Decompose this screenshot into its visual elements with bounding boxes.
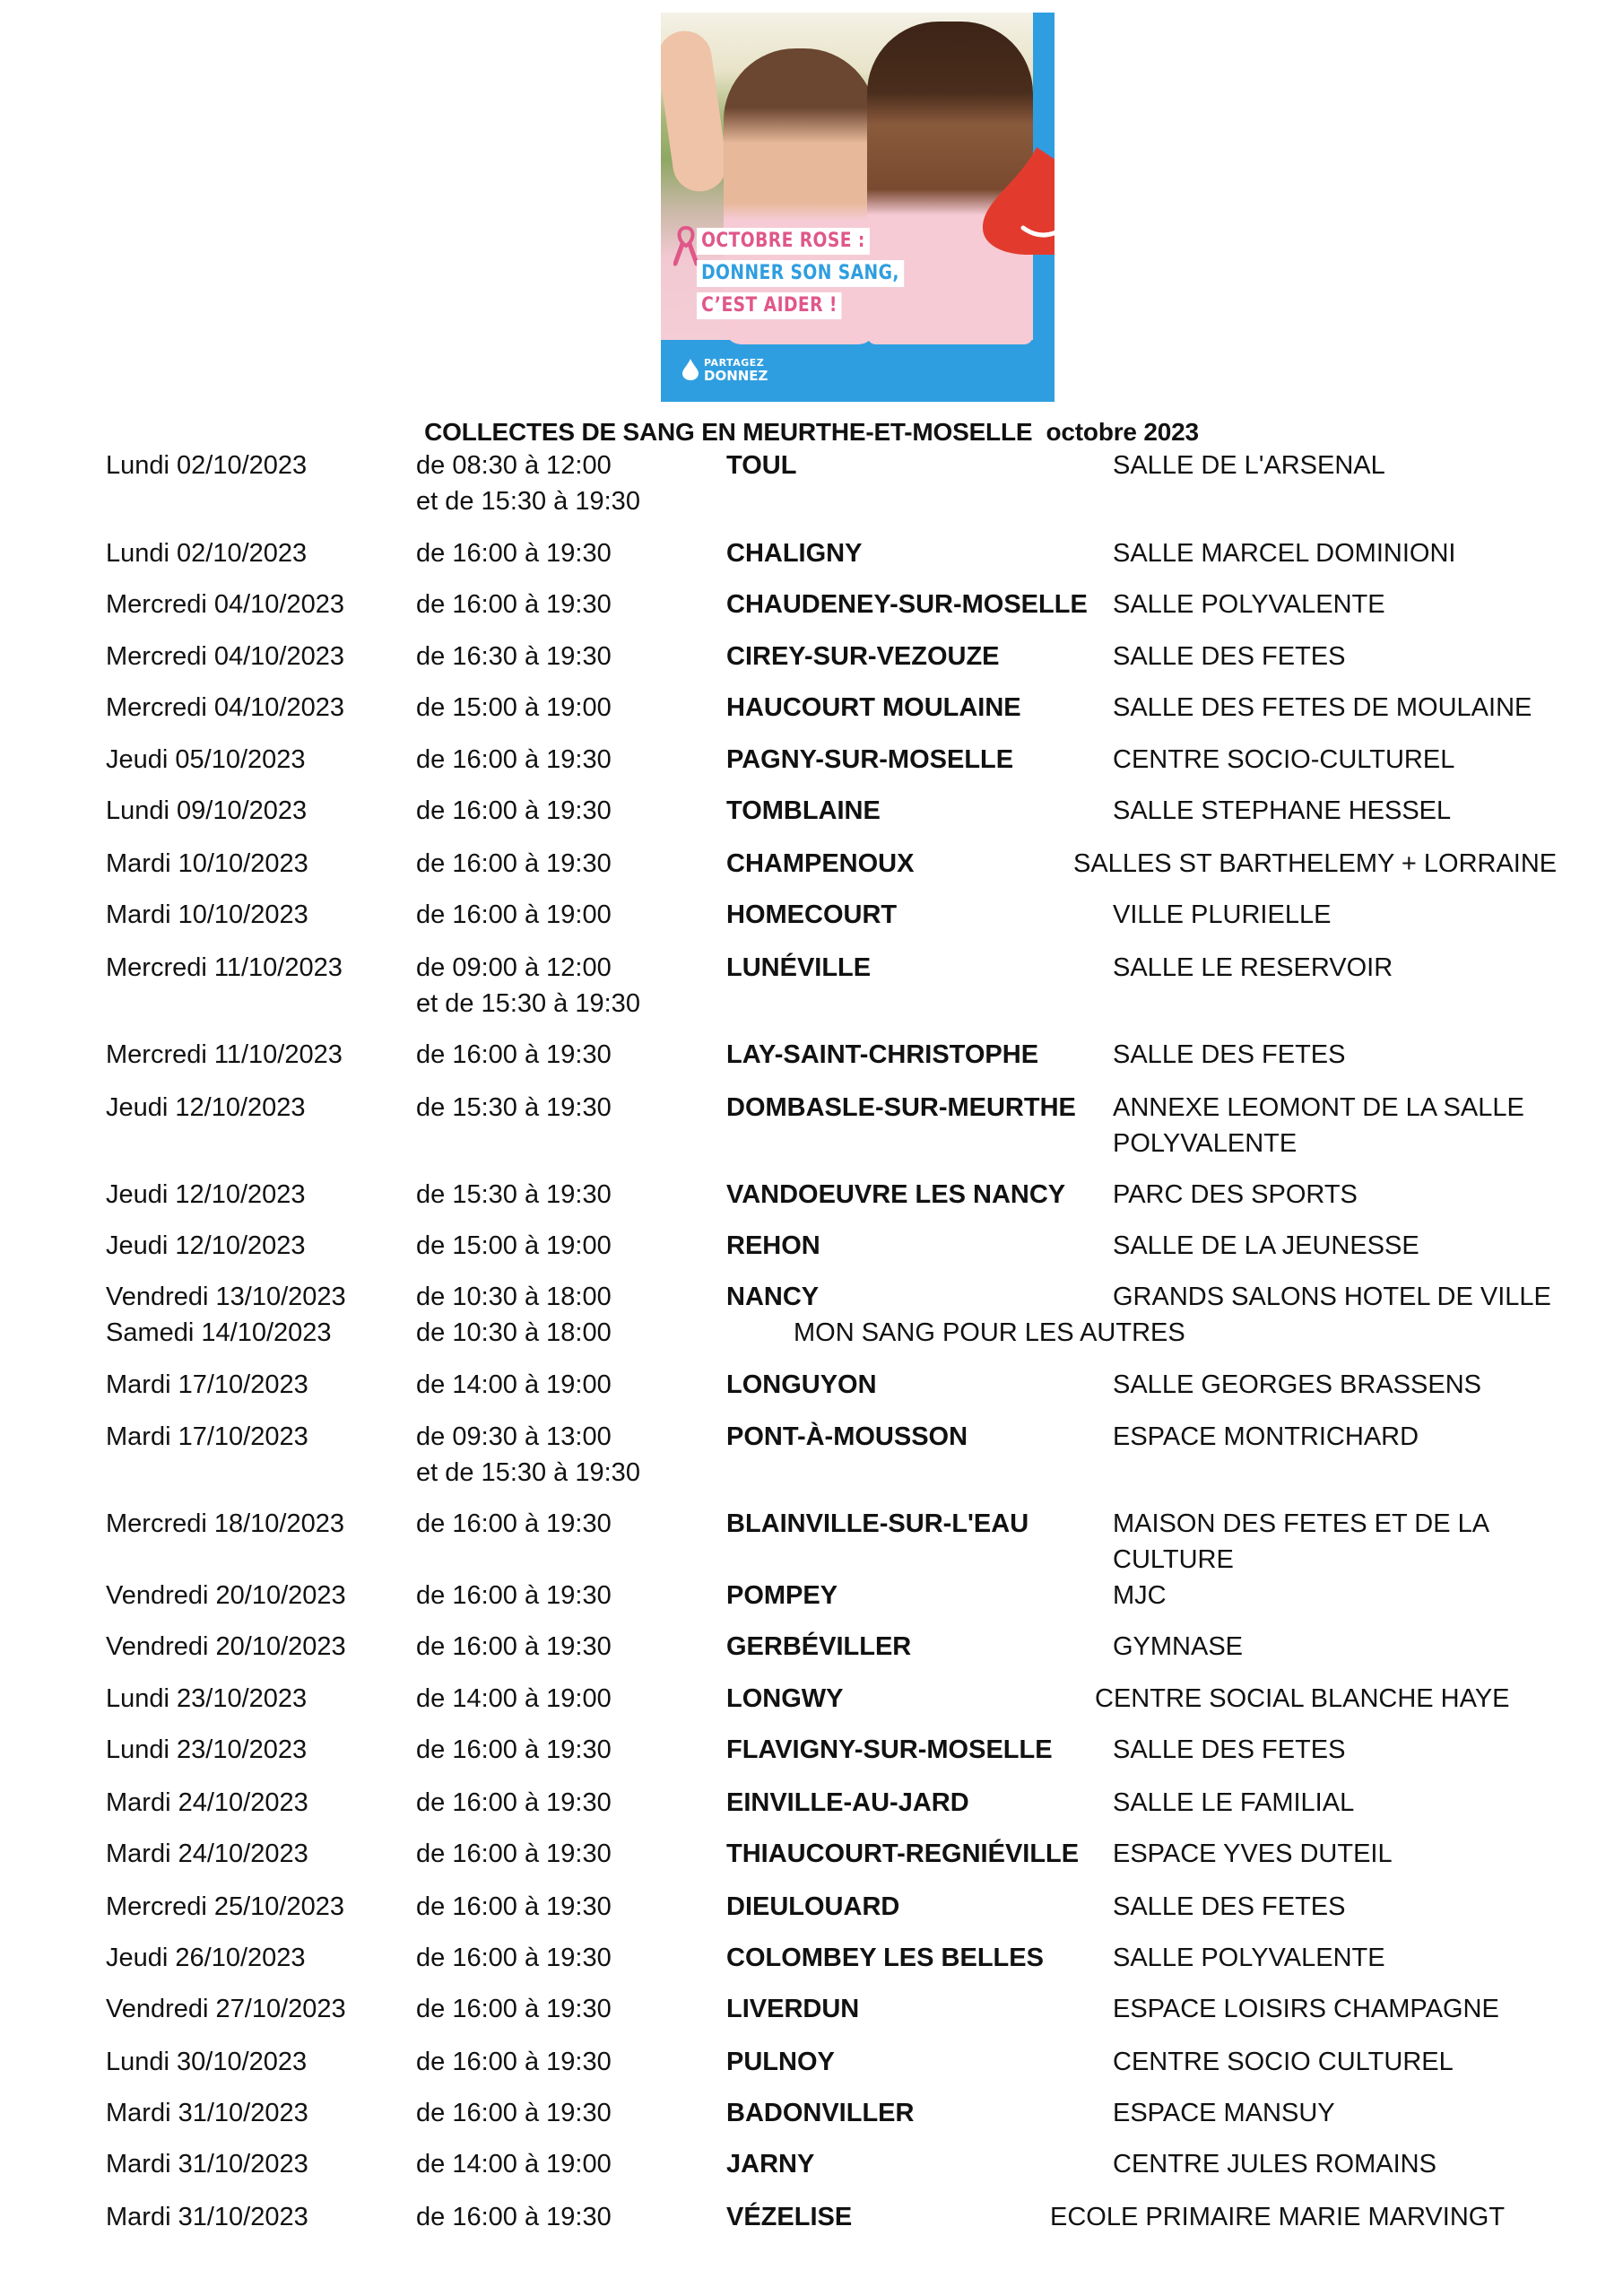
- collecte-time: de 16:00 à 19:30: [416, 1509, 612, 1538]
- collecte-venue: ESPACE MONTRICHARD: [1113, 1422, 1419, 1451]
- collecte-location: DOMBASLE-SUR-MEURTHE: [726, 1093, 1076, 1122]
- collecte-venue: ECOLE PRIMAIRE MARIE MARVINGT: [1050, 2203, 1506, 2231]
- collecte-venue: SALLE LE RESERVOIR: [1113, 953, 1393, 982]
- collecte-location: HOMECOURT: [726, 900, 898, 929]
- collecte-venue: ESPACE MANSUY: [1113, 2099, 1335, 2127]
- collecte-location: TOMBLAINE: [726, 796, 881, 825]
- collecte-location: GERBÉVILLER: [726, 1632, 912, 1661]
- tagline-line-3: C’EST AIDER !: [697, 292, 842, 319]
- collecte-time: de 16:00 à 19:30: [416, 1632, 612, 1661]
- collecte-location: POMPEY: [726, 1581, 838, 1610]
- collecte-venue: CENTRE SOCIO CULTUREL: [1113, 2048, 1454, 2076]
- collecte-venue-2: POLYVALENTE: [1113, 1129, 1298, 1158]
- collecte-time-2: et de 15:30 à 19:30: [416, 989, 640, 1018]
- raised-arm: [661, 28, 730, 196]
- collecte-location: CHALIGNY: [726, 539, 863, 568]
- collecte-location: THIAUCOURT-REGNIÉVILLE: [726, 1839, 1080, 1868]
- collecte-date: Mercredi 04/10/2023: [106, 642, 344, 671]
- collecte-venue-2: CULTURE: [1113, 1545, 1234, 1574]
- collecte-date: Mardi 10/10/2023: [106, 849, 308, 878]
- collecte-venue: SALLE DES FETES: [1113, 642, 1346, 671]
- tagline-line-2: DONNER SON SANG,: [697, 260, 904, 287]
- collecte-time-2: et de 15:30 à 19:30: [416, 1458, 640, 1487]
- collecte-date: Mercredi 04/10/2023: [106, 590, 344, 619]
- collecte-time: de 16:00 à 19:30: [416, 1944, 612, 1972]
- collecte-location: LONGWY: [726, 1684, 844, 1713]
- collecte-date: Mardi 31/10/2023: [106, 2203, 308, 2231]
- collecte-date: Vendredi 20/10/2023: [106, 1581, 346, 1610]
- collecte-venue: MJC: [1113, 1581, 1167, 1610]
- water-drop-icon: [682, 359, 699, 380]
- brand-line-1: PARTAGEZ: [704, 357, 765, 369]
- collecte-venue: SALLE POLYVALENTE: [1113, 1944, 1385, 1972]
- collecte-date: Jeudi 26/10/2023: [106, 1944, 306, 1972]
- collecte-date: Lundi 02/10/2023: [106, 539, 308, 568]
- collecte-time: de 16:00 à 19:30: [416, 796, 612, 825]
- collecte-venue: VILLE PLURIELLE: [1113, 900, 1332, 929]
- collecte-date: Mardi 31/10/2023: [106, 2150, 308, 2179]
- collecte-location: COLOMBEY LES BELLES: [726, 1944, 1044, 1972]
- collecte-time: de 16:00 à 19:30: [416, 1788, 612, 1817]
- collecte-venue: SALLE DES FETES DE MOULAINE: [1113, 693, 1532, 722]
- brand-logo: [682, 357, 768, 382]
- collecte-date: Samedi 14/10/2023: [106, 1318, 332, 1347]
- collecte-time: de 16:00 à 19:30: [416, 1040, 612, 1069]
- collecte-date: Jeudi 12/10/2023: [106, 1180, 306, 1209]
- collecte-location: BADONVILLER: [726, 2099, 915, 2127]
- collecte-venue: SALLE DES FETES: [1113, 1040, 1346, 1069]
- collecte-location: VÉZELISE: [726, 2203, 853, 2231]
- collecte-venue: SALLE POLYVALENTE: [1113, 590, 1385, 619]
- collecte-location: REHON: [726, 1231, 820, 1260]
- collecte-location: LIVERDUN: [726, 1995, 860, 2023]
- collecte-date: Vendredi 20/10/2023: [106, 1632, 346, 1661]
- collecte-date: Jeudi 12/10/2023: [106, 1093, 306, 1122]
- collecte-venue: SALLE DE L'ARSENAL: [1113, 451, 1385, 480]
- title-month: octobre 2023: [1046, 418, 1199, 446]
- collecte-time: de 10:30 à 18:00: [416, 1283, 612, 1311]
- blood-drop-icon: [983, 147, 1055, 255]
- collecte-venue: SALLE LE FAMILIAL: [1113, 1788, 1355, 1817]
- collecte-time: de 14:00 à 19:00: [416, 1684, 612, 1713]
- tagline-line-1: OCTOBRE ROSE :: [697, 228, 870, 255]
- collecte-date: Vendredi 27/10/2023: [106, 1995, 346, 2023]
- collecte-date: Jeudi 12/10/2023: [106, 1231, 306, 1260]
- collecte-date: Lundi 23/10/2023: [106, 1684, 308, 1713]
- collecte-venue: GYMNASE: [1113, 1632, 1244, 1661]
- collecte-location: CHAMPENOUX: [726, 849, 915, 878]
- collecte-location: NANCY: [726, 1283, 820, 1311]
- collecte-location: HAUCOURT MOULAINE: [726, 693, 1021, 722]
- collecte-venue: GRANDS SALONS HOTEL DE VILLE: [1113, 1283, 1551, 1311]
- collecte-location: LAY-SAINT-CHRISTOPHE: [726, 1040, 1039, 1069]
- collecte-time: de 15:30 à 19:30: [416, 1180, 612, 1209]
- collecte-date: Mardi 10/10/2023: [106, 900, 308, 929]
- collecte-time: de 10:30 à 18:00: [416, 1318, 612, 1347]
- collecte-date: Mercredi 25/10/2023: [106, 1892, 344, 1921]
- collecte-location: DIEULOUARD: [726, 1892, 900, 1921]
- collecte-location: JARNY: [726, 2150, 815, 2179]
- collecte-location: EINVILLE-AU-JARD: [726, 1788, 969, 1817]
- collecte-date: Mardi 31/10/2023: [106, 2099, 308, 2127]
- collecte-time-2: et de 15:30 à 19:30: [416, 487, 640, 516]
- collecte-location: PONT-À-MOUSSON: [726, 1422, 968, 1451]
- collecte-venue: SALLE DES FETES: [1113, 1892, 1346, 1921]
- collecte-time: de 16:00 à 19:30: [416, 1995, 612, 2023]
- collecte-location: PAGNY-SUR-MOSELLE: [726, 745, 1014, 774]
- collecte-date: Mardi 17/10/2023: [106, 1370, 308, 1399]
- collecte-location: TOUL: [726, 451, 797, 480]
- collecte-date: Vendredi 13/10/2023: [106, 1283, 346, 1311]
- collecte-venue: PARC DES SPORTS: [1113, 1180, 1358, 1209]
- collecte-date: Mercredi 04/10/2023: [106, 693, 344, 722]
- collecte-venue: MAISON DES FETES ET DE LA: [1113, 1509, 1490, 1538]
- collecte-location: PULNOY: [726, 2048, 835, 2076]
- collecte-date: Mardi 17/10/2023: [106, 1422, 308, 1451]
- collecte-note: MON SANG POUR LES AUTRES: [794, 1318, 1185, 1347]
- collecte-time: de 16:00 à 19:30: [416, 2048, 612, 2076]
- collecte-date: Mercredi 11/10/2023: [106, 1040, 343, 1069]
- collecte-venue: SALLE MARCEL DOMINIONI: [1113, 539, 1456, 568]
- title-main: COLLECTES DE SANG EN MEURTHE-ET-MOSELLE: [424, 418, 1033, 446]
- collecte-time: de 16:00 à 19:30: [416, 2203, 612, 2231]
- collecte-venue: CENTRE SOCIAL BLANCHE HAYE: [1095, 1684, 1510, 1713]
- collecte-venue: SALLE DE LA JEUNESSE: [1113, 1231, 1419, 1260]
- collecte-date: Lundi 30/10/2023: [106, 2048, 308, 2076]
- collecte-location: VANDOEUVRE LES NANCY: [726, 1180, 1066, 1209]
- poster-tagline: [697, 228, 941, 325]
- collecte-venue: ANNEXE LEOMONT DE LA SALLE: [1113, 1093, 1524, 1122]
- brand-line-2: DONNEZ: [704, 368, 768, 384]
- collecte-time: de 16:00 à 19:30: [416, 2099, 612, 2127]
- collecte-time: de 16:00 à 19:30: [416, 1735, 612, 1764]
- pink-ribbon-icon: [673, 224, 699, 267]
- collecte-date: Lundi 23/10/2023: [106, 1735, 308, 1764]
- collecte-venue: SALLE STEPHANE HESSEL: [1113, 796, 1452, 825]
- collecte-time: de 14:00 à 19:00: [416, 1370, 612, 1399]
- collecte-venue: CENTRE JULES ROMAINS: [1113, 2150, 1436, 2179]
- collecte-date: Jeudi 05/10/2023: [106, 745, 306, 774]
- collecte-location: LUNÉVILLE: [726, 953, 872, 982]
- collecte-location: LONGUYON: [726, 1370, 877, 1399]
- collecte-location: FLAVIGNY-SUR-MOSELLE: [726, 1735, 1053, 1764]
- collecte-date: Mardi 24/10/2023: [106, 1839, 308, 1868]
- collecte-time: de 16:00 à 19:30: [416, 849, 612, 878]
- collecte-venue: ESPACE YVES DUTEIL: [1113, 1839, 1393, 1868]
- collecte-time: de 09:00 à 12:00: [416, 953, 612, 982]
- collecte-venue: SALLE DES FETES: [1113, 1735, 1346, 1764]
- collecte-location: CIREY-SUR-VEZOUZE: [726, 642, 1000, 671]
- collecte-venue: ESPACE LOISIRS CHAMPAGNE: [1113, 1995, 1499, 2023]
- collecte-time: de 16:00 à 19:30: [416, 1581, 612, 1610]
- collecte-venue: CENTRE SOCIO-CULTUREL: [1113, 745, 1455, 774]
- collecte-time: de 16:00 à 19:30: [416, 1892, 612, 1921]
- collecte-location: CHAUDENEY-SUR-MOSELLE: [726, 590, 1088, 619]
- collecte-time: de 16:00 à 19:30: [416, 539, 612, 568]
- collecte-date: Lundi 02/10/2023: [106, 451, 308, 480]
- collecte-location: BLAINVILLE-SUR-L'EAU: [726, 1509, 1029, 1538]
- page-title: [0, 418, 1623, 447]
- collecte-time: de 09:30 à 13:00: [416, 1422, 612, 1451]
- collecte-time: de 14:00 à 19:00: [416, 2150, 612, 2179]
- collecte-venue: SALLES ST BARTHELEMY + LORRAINE: [1073, 849, 1558, 878]
- collecte-time: de 16:00 à 19:00: [416, 900, 612, 929]
- collecte-date: Mercredi 18/10/2023: [106, 1509, 344, 1538]
- collecte-time: de 16:30 à 19:30: [416, 642, 612, 671]
- collecte-date: Mercredi 11/10/2023: [106, 953, 343, 982]
- collecte-time: de 16:00 à 19:30: [416, 745, 612, 774]
- campaign-poster: [661, 13, 1055, 402]
- collecte-time: de 15:00 à 19:00: [416, 1231, 612, 1260]
- collecte-time: de 15:30 à 19:30: [416, 1093, 612, 1122]
- collecte-time: de 16:00 à 19:30: [416, 1839, 612, 1868]
- collecte-time: de 08:30 à 12:00: [416, 451, 612, 480]
- collecte-venue: SALLE GEORGES BRASSENS: [1113, 1370, 1481, 1399]
- collecte-time: de 15:00 à 19:00: [416, 693, 612, 722]
- collecte-date: Lundi 09/10/2023: [106, 796, 308, 825]
- collecte-date: Mardi 24/10/2023: [106, 1788, 308, 1817]
- collecte-time: de 16:00 à 19:30: [416, 590, 612, 619]
